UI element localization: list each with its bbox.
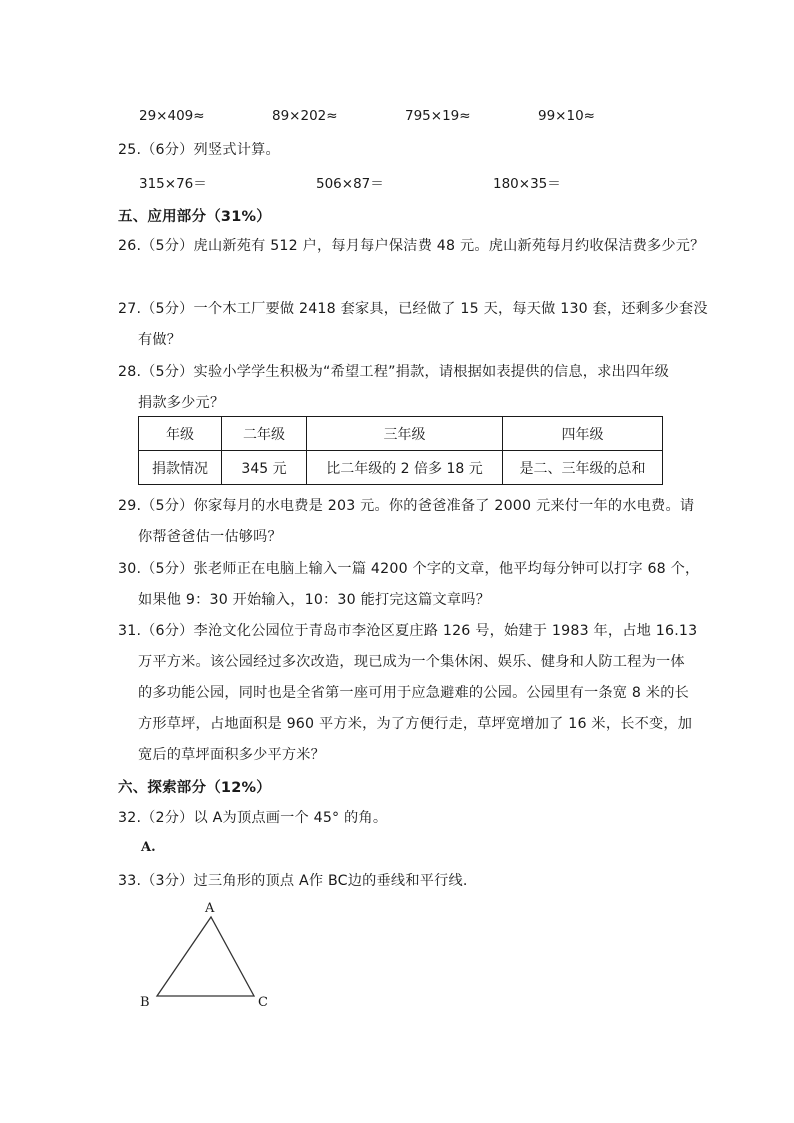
table-cell: 是二、三年级的总和 <box>503 451 663 485</box>
estimate-item: 99×10≈ <box>538 108 595 124</box>
point-a-label: A. <box>141 840 156 855</box>
question-25: 25.（6分）列竖式计算。 <box>118 142 280 158</box>
estimate-item: 29×409≈ <box>139 108 205 124</box>
question-31-line: 宽后的草坪面积多少平方米？ <box>138 747 326 763</box>
table-header-cell: 四年级 <box>503 417 663 451</box>
question-28-line: 28.（5分）实验小学学生积极为“希望工程”捐款，请根据如表提供的信息，求出四年级 <box>118 364 670 380</box>
question-29-line: 29.（5分）你家每月的水电费是 203 元。你的爸爸准备了 2000 元来付一年的水电费。请 <box>118 498 695 514</box>
table-header-cell: 年级 <box>139 417 222 451</box>
triangle-vertex-a: A <box>205 901 215 916</box>
table-cell: 比二年级的 2 倍多 18 元 <box>307 451 503 485</box>
question-30-line: 30.（5分）张老师正在电脑上输入一篇 4200 个字的文章，他平均每分钟可以打字 68 个， <box>118 561 700 577</box>
question-27-line: 有做？ <box>138 332 182 348</box>
question-30-line: 如果他 9：30 开始输入，10：30 能打完这篇文章吗？ <box>138 592 491 608</box>
question-31-line: 万平方米。该公园经过多次改造，现已成为一个集休闲、娱乐、健身和人防工程为一体 <box>138 654 685 670</box>
table-header-cell: 三年级 <box>307 417 503 451</box>
question-32: 32.（2分）以 A为顶点画一个 45° 的角。 <box>118 810 388 826</box>
estimate-item: 795×19≈ <box>405 108 471 124</box>
question-29-line: 你帮爸爸估一估够吗？ <box>138 529 282 545</box>
table-cell: 捐款情况 <box>139 451 222 485</box>
calc-item: 506×87＝ <box>316 176 384 192</box>
triangle-vertex-b: B <box>140 995 150 1010</box>
calc-item: 315×76＝ <box>139 176 207 192</box>
question-28-line: 捐款多少元？ <box>138 395 225 411</box>
question-27-line: 27.（5分）一个木工厂要做 2418 套家具，已经做了 15 天，每天做 130 套，还剩多少套没 <box>118 301 708 317</box>
triangle-abc <box>157 917 254 996</box>
question-31-line: 的多功能公园，同时也是全省第一座可用于应急避难的公园。公园里有一条宽 8 米的长 <box>138 685 689 701</box>
question-31-line: 方形草坪，占地面积是 960 平方米，为了方便行走，草坪宽增加了 16 米，长不变，加 <box>138 716 693 732</box>
estimate-item: 89×202≈ <box>272 108 338 124</box>
table-cell: 345 元 <box>222 451 307 485</box>
question-33: 33.（3分）过三角形的顶点 A作 BC边的垂线和平行线. <box>118 873 468 889</box>
section-heading-6: 六、探索部分（12%） <box>118 780 271 796</box>
triangle-vertex-c: C <box>258 995 268 1010</box>
question-26: 26.（5分）虎山新苑有 512 户，每月每户保洁费 48 元。虎山新苑每月约收保洁费多少元？ <box>118 238 705 254</box>
table-header-cell: 二年级 <box>222 417 307 451</box>
question-31-line: 31.（6分）李沧文化公园位于青岛市李沧区夏庄路 126 号，始建于 1983 年，占地 16.13 <box>118 623 698 639</box>
calc-item: 180×35＝ <box>493 176 561 192</box>
section-heading-5: 五、应用部分（31%） <box>118 209 271 225</box>
